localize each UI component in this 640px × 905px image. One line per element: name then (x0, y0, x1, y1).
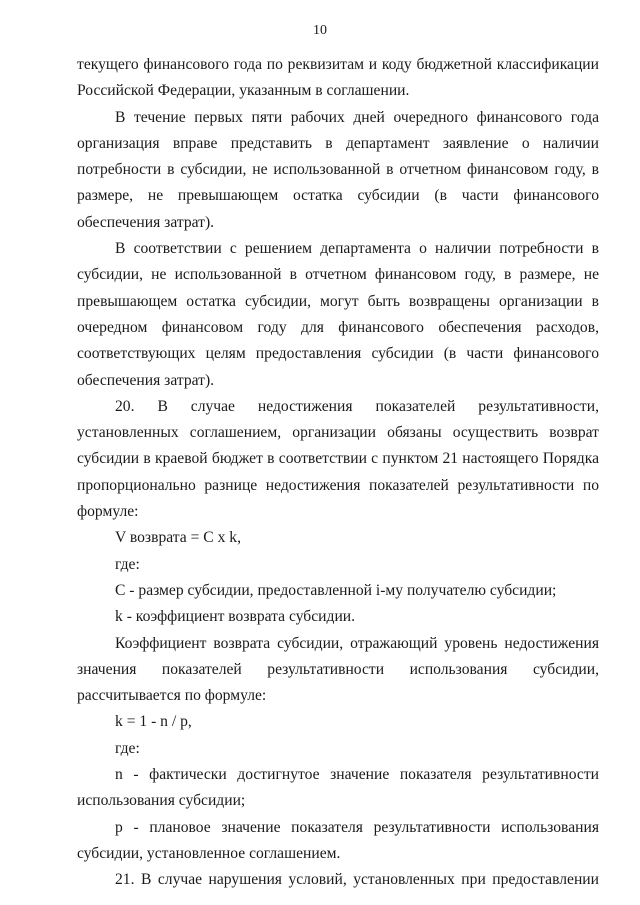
definition-k: k - коэффициент возврата субсидии. (115, 608, 356, 626)
formula-return-amount: V возврата = C x k, (115, 529, 241, 547)
definition-c: C - размер субсидии, предоставленной i-му получателю субсидии; (115, 581, 557, 599)
page-number: 10 (313, 23, 327, 38)
paragraph-budget-details: текущего финансового года по реквизитам и коду бюджетной классификации Российской Федерации, указанным в соглашении. (77, 56, 599, 100)
formula-coefficient: k = 1 - n / p, (115, 713, 192, 731)
paragraph-application-deadline: В течение первых пяти рабочих дней очередного финансового года организация вправе представить в департамент заявление о наличии потребности в субсидии, не использованной в отчетном финансовом году, в размере, не превышающем остатка субсидии (в части финансового обеспечения затрат). (77, 108, 599, 231)
paragraph-return-decision: В соответствии с решением департамента о наличии потребности в субсидии, не использованной в отчетном финансовом году, в размере, не превышающем остатка субсидии, могут быть возвращены организации в очередном финансовом году для финансового обеспечения расходов, соответствующих целям предоставления субсидии (в части финансового обеспечения затрат). (77, 240, 599, 389)
formula-where-label: где: (115, 555, 140, 573)
paragraph-clause-20: 20. В случае недостижения показателей результативности, установленных соглашением, организации обязаны осуществить возврат субсидии в краевой бюджет в соответствии с пунктом 21 настоящего Порядка пропорционально разнице недостижения показателей результативности по формуле: (77, 397, 599, 521)
formula-where-label-2: где: (115, 739, 140, 757)
definition-p: p - плановое значение показателя результативности использования субсидии, установленное соглашением. (77, 818, 599, 862)
document-body (77, 52, 599, 894)
paragraph-coefficient: Коэффициент возврата субсидии, отражающий уровень недостижения значения показателей результативности использования субсидии, рассчитывается по формуле: (77, 634, 599, 705)
definition-n: n - фактически достигнутое значение показателя результативности использования субсидии; (77, 766, 599, 810)
paragraph-clause-21: 21. В случае нарушения условий, установленных при предоставлении (115, 871, 599, 889)
